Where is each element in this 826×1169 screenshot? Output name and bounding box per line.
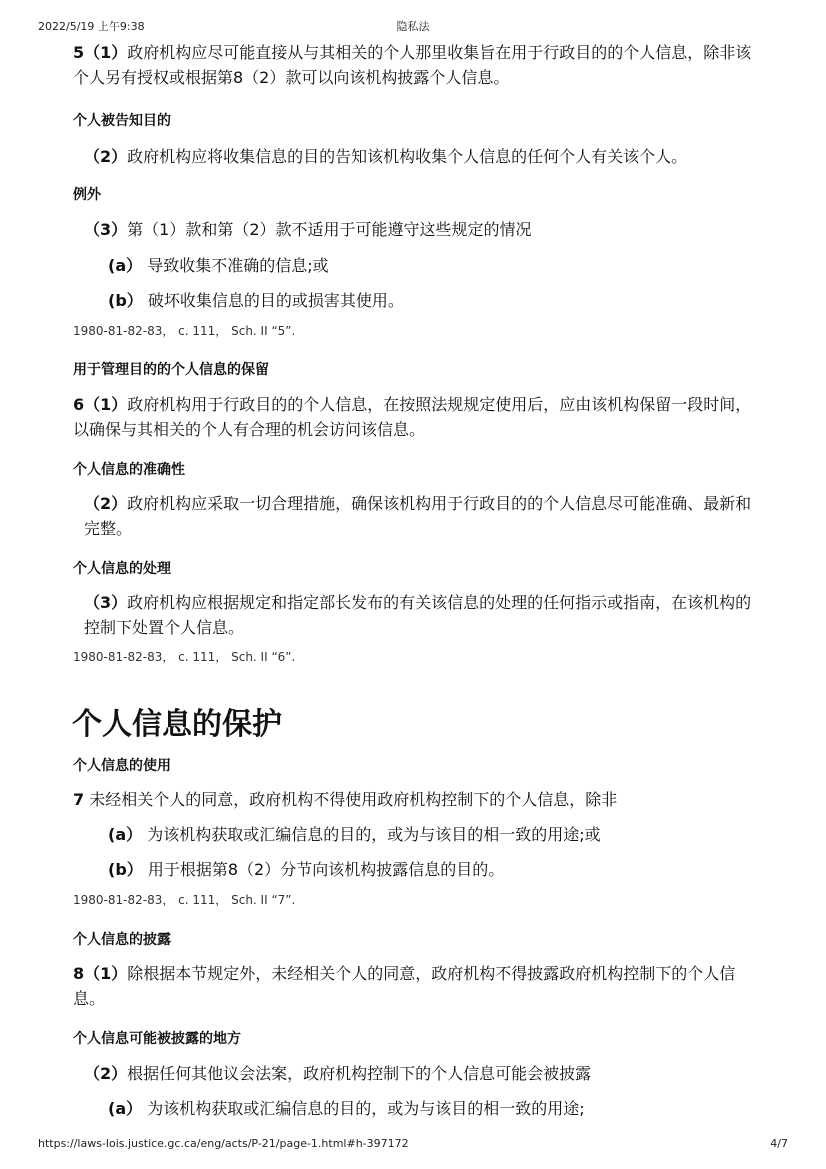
section-number: （3） [84,220,128,239]
section-5-1 [73,40,753,90]
section-6-3 [84,590,764,640]
citation-7: 1980-81-82-83， c. 111， Sch. II “7”. [73,893,296,907]
section-text: 政府机构用于行政目的的个人信息，在按照法规规定使用后，应由该机构保留一段时间，以确保与其相关的个人有合理的机会访问该信息。 [73,395,752,439]
heading-where-disclosed: 个人信息可能被披露的地方 [73,1031,241,1047]
section-number: （2） [84,147,128,166]
section-text: 未经相关个人的同意，政府机构不得使用政府机构控制下的个人信息，除非 [89,790,618,809]
heading-retention: 用于管理目的的个人信息的保留 [73,362,269,378]
section-number: 6（1） [73,395,128,414]
item-text: 为该机构获取或汇编信息的目的，或为与该目的相一致的用途; [147,1099,585,1118]
section-number: 5（1） [73,43,128,62]
section-6-1 [73,392,753,442]
item-label: (a） [108,1099,143,1118]
heading-accuracy: 个人信息的准确性 [73,462,185,478]
section-heading-protection: 个人信息的保护 [72,707,282,742]
section-text: 政府机构应根据规定和指定部长发布的有关该信息的处理的任何指示或指南，在该机构的控制下处置个人信息。 [84,593,752,637]
section-7-b [108,857,748,882]
section-number: （2） [84,1064,128,1083]
section-7 [73,787,753,812]
item-text: 用于根据第8（2）分节向该机构披露信息的目的。 [147,860,505,879]
citation-6: 1980-81-82-83， c. 111， Sch. II “6”. [73,650,296,664]
heading-notify-purpose: 个人被告知目的 [73,113,171,129]
section-text: 政府机构应将收集信息的目的告知该机构收集个人信息的任何个人有关该个人。 [127,147,688,166]
section-8-2 [84,1061,764,1086]
item-text: 破坏收集信息的目的或损害其使用。 [147,291,404,310]
section-5-3 [84,217,764,242]
section-text: 根据任何其他议会法案，政府机构控制下的个人信息可能会被披露 [127,1064,592,1083]
section-5-2 [84,144,764,169]
section-text: 政府机构应尽可能直接从与其相关的个人那里收集旨在用于行政目的的个人信息，除非该个人另有授权或根据第8（2）款可以向该机构披露个人信息。 [73,43,752,87]
section-text: 第（1）款和第（2）款不适用于可能遵守这些规定的情况 [127,220,532,239]
section-6-2 [84,491,764,541]
section-8-2-a [108,1096,748,1121]
heading-disposal: 个人信息的处理 [73,561,171,577]
item-label: (b） [108,291,143,310]
section-5-3-a [108,253,748,278]
print-title: 隐私法 [396,20,430,33]
source-url: https://laws-lois.justice.gc.ca/eng/acts/P-21/page-1.html#h-397172 [38,1137,409,1150]
item-text: 导致收集不准确的信息;或 [147,256,329,275]
heading-disclosure: 个人信息的披露 [73,932,171,948]
print-datetime: 2022/5/19 上午9:38 [38,20,145,33]
section-text: 除根据本节规定外，未经相关个人的同意，政府机构不得披露政府机构控制下的个人信息。 [73,964,736,1008]
section-8-1 [73,961,753,1011]
section-7-a [108,822,748,847]
section-5-3-b [108,288,748,313]
item-label: (a） [108,256,143,275]
section-number: 7 [73,790,85,809]
section-number: （3） [84,593,128,612]
item-label: (a） [108,825,143,844]
heading-exception: 例外 [73,187,101,203]
section-text: 政府机构应采取一切合理措施，确保该机构用于行政目的的个人信息尽可能准确、最新和完整。 [84,494,752,538]
item-text: 为该机构获取或汇编信息的目的，或为与该目的相一致的用途;或 [147,825,601,844]
heading-use: 个人信息的使用 [73,758,171,774]
section-number: 8（1） [73,964,128,983]
page-number: 4/7 [770,1137,788,1150]
citation-5: 1980-81-82-83， c. 111， Sch. II “5”. [73,324,296,338]
section-number: （2） [84,494,128,513]
item-label: (b） [108,860,143,879]
